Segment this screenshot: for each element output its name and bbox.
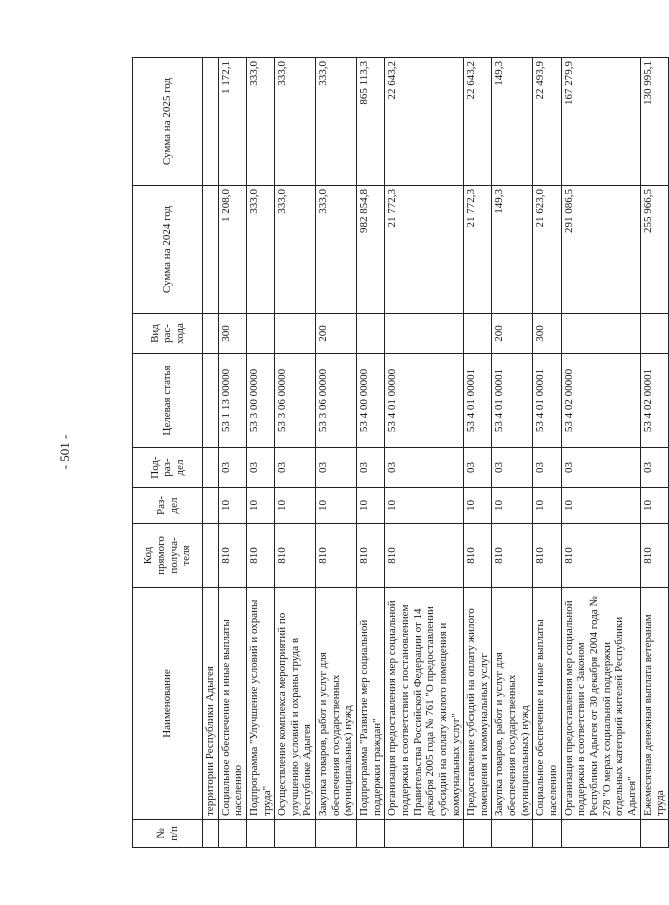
row-section: 10 xyxy=(357,488,385,524)
table-row xyxy=(218,58,246,848)
row-recipient-code: 810 xyxy=(218,524,246,588)
row-expense-type: 300 xyxy=(218,314,246,354)
table-row xyxy=(533,58,561,848)
row-name: Закупка товаров, работ и услуг для обеспечения государственных (муниципальных) нужд xyxy=(316,588,357,820)
budget-table xyxy=(132,57,669,848)
row-subsection: 03 xyxy=(246,448,274,488)
row-section: 10 xyxy=(218,488,246,524)
row-subsection xyxy=(203,448,219,488)
row-subsection: 03 xyxy=(357,448,385,488)
row-subsection: 03 xyxy=(561,448,640,488)
row-expense-type: 200 xyxy=(316,314,357,354)
table-header xyxy=(133,58,203,848)
row-target-article: 53 4 01 00000 xyxy=(385,354,464,448)
row-section: 10 xyxy=(561,488,640,524)
row-sum-2024: 1 208,0 xyxy=(218,186,246,314)
header-number: № п/п xyxy=(133,820,203,848)
row-sum-2024: 333,0 xyxy=(275,186,316,314)
table-row xyxy=(464,58,492,848)
row-number xyxy=(492,820,533,848)
row-sum-2025: 22 643,2 xyxy=(464,58,492,186)
row-number xyxy=(385,820,464,848)
row-name: Ежемесячная денежная выплата ветеранам труда xyxy=(640,588,668,820)
header-sum-2025: Сумма на 2025 год xyxy=(133,58,203,186)
row-sum-2025: 865 113,3 xyxy=(357,58,385,186)
row-target-article: 53 3 06 00000 xyxy=(275,354,316,448)
row-subsection: 03 xyxy=(464,448,492,488)
row-sum-2025: 333,0 xyxy=(246,58,274,186)
row-expense-type: 300 xyxy=(533,314,561,354)
row-expense-type xyxy=(357,314,385,354)
table-row xyxy=(357,58,385,848)
row-subsection: 03 xyxy=(492,448,533,488)
row-sum-2024: 982 854,8 xyxy=(357,186,385,314)
row-expense-type: 200 xyxy=(492,314,533,354)
row-name: Организация предоставления мер социальной поддержки в соответствии с постановлением Правительства Российской Федерации от 14 декабря 2005 года № 761 "О предоставлении субсидий на оплату жилого помещения и коммунальных услуг" xyxy=(385,588,464,820)
row-sum-2025: 149,3 xyxy=(492,58,533,186)
row-expense-type xyxy=(246,314,274,354)
row-recipient-code: 810 xyxy=(357,524,385,588)
row-sum-2025: 333,0 xyxy=(316,58,357,186)
row-name: Подпрограмма "Развитие мер социальной поддержки граждан" xyxy=(357,588,385,820)
row-recipient-code: 810 xyxy=(492,524,533,588)
row-number xyxy=(561,820,640,848)
row-subsection: 03 xyxy=(275,448,316,488)
row-expense-type xyxy=(561,314,640,354)
row-target-article: 53 4 02 00000 xyxy=(561,354,640,448)
row-sum-2024: 333,0 xyxy=(246,186,274,314)
row-recipient-code: 810 xyxy=(533,524,561,588)
row-sum-2024: 255 966,5 xyxy=(640,186,668,314)
header-target-article: Целевая статья xyxy=(133,354,203,448)
table-row xyxy=(492,58,533,848)
table-row xyxy=(275,58,316,848)
header-recipient-code: Код прямого получа- теля xyxy=(133,524,203,588)
row-target-article: 53 4 01 00001 xyxy=(464,354,492,448)
header-section: Раз- дел xyxy=(133,488,203,524)
row-subsection: 03 xyxy=(316,448,357,488)
row-name: Подпрограмма "Улучшение условий и охраны труда" xyxy=(246,588,274,820)
row-sum-2024: 21 623,0 xyxy=(533,186,561,314)
budget-table-container xyxy=(132,58,667,848)
row-name: Закупка товаров, работ и услуг для обеспечения государственных (муниципальных) нужд xyxy=(492,588,533,820)
row-target-article: 53 4 02 00001 xyxy=(640,354,668,448)
row-number xyxy=(533,820,561,848)
row-target-article: 53 1 13 00000 xyxy=(218,354,246,448)
row-sum-2025: 333,0 xyxy=(275,58,316,186)
row-section: 10 xyxy=(533,488,561,524)
table-row xyxy=(203,58,219,848)
row-section: 10 xyxy=(464,488,492,524)
row-recipient-code: 810 xyxy=(275,524,316,588)
row-target-article: 53 4 01 00001 xyxy=(492,354,533,448)
row-subsection: 03 xyxy=(640,448,668,488)
row-number xyxy=(640,820,668,848)
row-number xyxy=(316,820,357,848)
row-section: 10 xyxy=(246,488,274,524)
row-sum-2024: 21 772,3 xyxy=(385,186,464,314)
header-expense-type: Вид рас- хода xyxy=(133,314,203,354)
row-expense-type xyxy=(275,314,316,354)
row-recipient-code: 810 xyxy=(246,524,274,588)
row-recipient-code: 810 xyxy=(316,524,357,588)
row-name: территории Республики Адыгея xyxy=(203,588,219,820)
row-name: Организация предоставления мер социальной поддержки в соответствии с Законом Республики Адыгея от 30 декабря 2004 года № 278 "О мерах социальной поддержки отдельных категорий жителей Республики Адыгея" xyxy=(561,588,640,820)
row-target-article: 53 4 01 00001 xyxy=(533,354,561,448)
row-expense-type xyxy=(203,314,219,354)
row-recipient-code xyxy=(203,524,219,588)
row-expense-type xyxy=(640,314,668,354)
row-section: 10 xyxy=(275,488,316,524)
row-sum-2025: 130 995,1 xyxy=(640,58,668,186)
table-row xyxy=(385,58,464,848)
row-subsection: 03 xyxy=(218,448,246,488)
row-number xyxy=(464,820,492,848)
row-sum-2025: 1 172,1 xyxy=(218,58,246,186)
row-recipient-code: 810 xyxy=(464,524,492,588)
row-name: Социальное обеспечение и иные выплаты населению xyxy=(218,588,246,820)
table-body xyxy=(203,58,669,848)
row-sum-2024: 149,3 xyxy=(492,186,533,314)
row-section: 10 xyxy=(492,488,533,524)
row-sum-2024: 21 772,3 xyxy=(464,186,492,314)
row-target-article: 53 4 00 00000 xyxy=(357,354,385,448)
row-section: 10 xyxy=(316,488,357,524)
page-number: - 501 - xyxy=(57,434,72,470)
row-name: Социальное обеспечение и иные выплаты населению xyxy=(533,588,561,820)
row-sum-2025: 167 279,9 xyxy=(561,58,640,186)
row-target-article xyxy=(203,354,219,448)
row-sum-2025: 22 643,2 xyxy=(385,58,464,186)
table-row xyxy=(640,58,668,848)
row-recipient-code: 810 xyxy=(385,524,464,588)
header-sum-2024: Сумма на 2024 год xyxy=(133,186,203,314)
row-sum-2024: 291 086,5 xyxy=(561,186,640,314)
row-number xyxy=(246,820,274,848)
table-row xyxy=(316,58,357,848)
row-sum-2024: 333,0 xyxy=(316,186,357,314)
row-subsection: 03 xyxy=(533,448,561,488)
row-section: 10 xyxy=(385,488,464,524)
header-subsection: Под- раз- дел xyxy=(133,448,203,488)
row-name: Предоставление субсидий на оплату жилого помещения и коммунальных услуг xyxy=(464,588,492,820)
table-row xyxy=(246,58,274,848)
row-number xyxy=(218,820,246,848)
row-sum-2025 xyxy=(203,58,219,186)
row-name: Осуществление комплекса мероприятий по улучшению условий и охраны труда в Республике Адыгея xyxy=(275,588,316,820)
row-sum-2025: 22 493,9 xyxy=(533,58,561,186)
row-expense-type xyxy=(385,314,464,354)
row-target-article: 53 3 06 00000 xyxy=(316,354,357,448)
row-number xyxy=(203,820,219,848)
row-recipient-code: 810 xyxy=(640,524,668,588)
row-expense-type xyxy=(464,314,492,354)
row-sum-2024 xyxy=(203,186,219,314)
row-number xyxy=(275,820,316,848)
header-name: Наименование xyxy=(133,588,203,820)
row-section: 10 xyxy=(640,488,668,524)
row-target-article: 53 3 00 00000 xyxy=(246,354,274,448)
row-number xyxy=(357,820,385,848)
row-recipient-code: 810 xyxy=(561,524,640,588)
row-subsection: 03 xyxy=(385,448,464,488)
table-row xyxy=(561,58,640,848)
row-section xyxy=(203,488,219,524)
